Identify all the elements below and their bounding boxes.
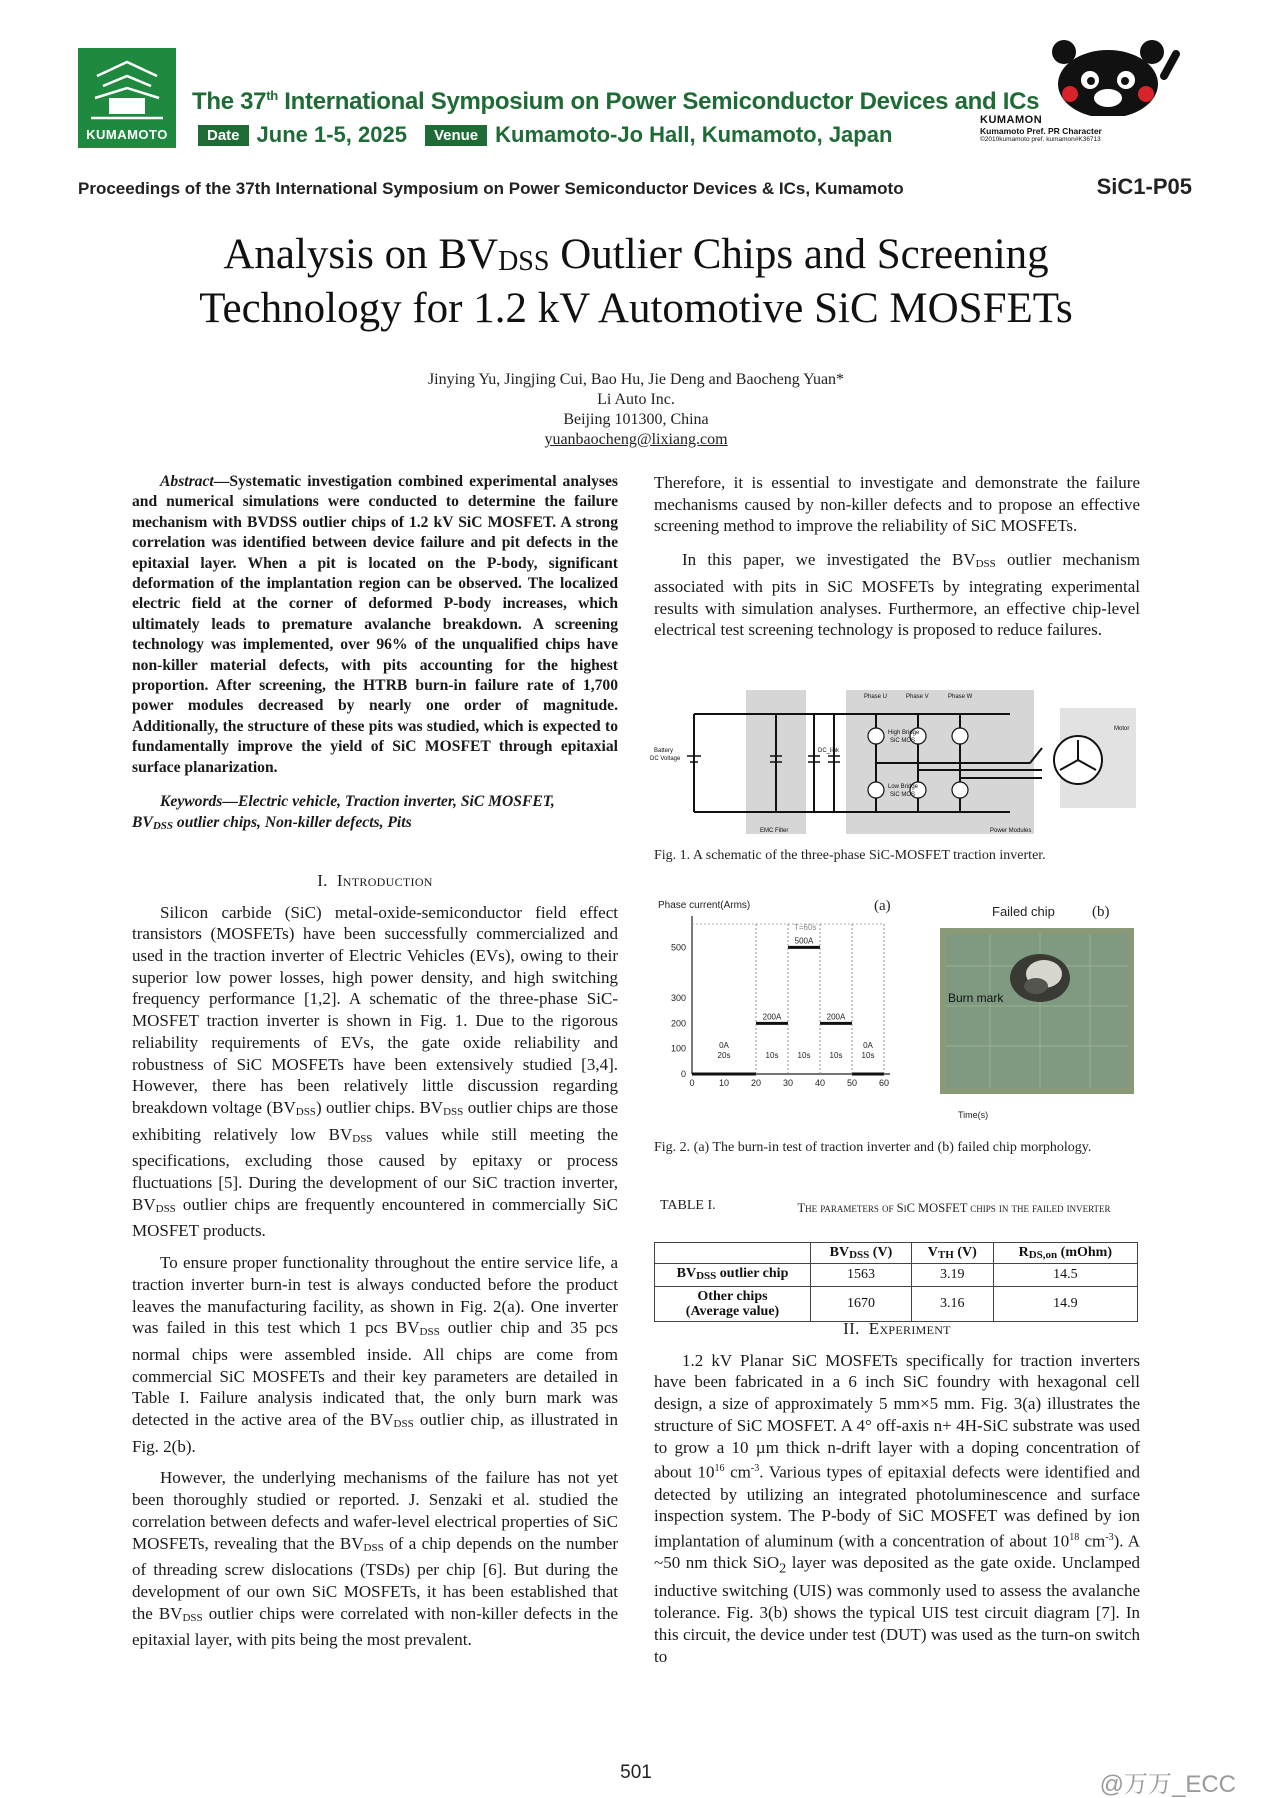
intro-paragraph-5: In this paper, we investigated the $BV_{DSS}$ outlier mechanism associated with pits in SiC MOSFETs by integrating experimental results with simulation analyses. Furthermore, an effective chip-level electrical test screening technology is proposed to reduce failures. xyxy=(654,550,1140,640)
figure-1-caption: Fig. 1. A schematic of the three-phase SiC-MOSFET traction inverter. xyxy=(654,848,1046,863)
proceedings-header: Proceedings of the 37th International Symposium on Power Semiconductor Devices & ICs, Kumamoto xyxy=(78,179,904,198)
section-heading-introduction: I. Introduction xyxy=(317,870,433,890)
paper-title-line-2: Technology for 1.2 kV Automotive SiC MOSFETs xyxy=(199,285,1073,332)
segment-duration-label: 10s xyxy=(829,1051,843,1060)
segment-current-label: 200A xyxy=(762,1012,782,1022)
y-tick-label: 0 xyxy=(680,1069,686,1079)
high-bridge-label: High Bridge xyxy=(888,730,920,736)
x-tick-label: 40 xyxy=(814,1078,826,1088)
date-venue-row xyxy=(198,122,892,148)
figure-2a-label: (a) xyxy=(874,898,891,914)
chart-ylabel: Phase current(Arms) xyxy=(658,900,751,911)
symposium-title: The 37th International Symposium on Power Semiconductor Devices and ICs xyxy=(192,88,1040,115)
table-header-row xyxy=(655,1243,1138,1264)
y-tick-label: 200 xyxy=(670,1018,686,1029)
intro-paragraph-2: To ensure proper functionality throughout the entire service life, a traction inverter burn-in test is always conducted before the product leaves the manufacturing facility, as shown in Fig. 2(a). One inverter was failed in this test which 1 pcs $BV_{DSS}$ outlier chip and 35 pcs normal chips were assembled inside. All chips are come from commercial SiC MOSFETs and their key parameters are detailed in Table I. Failure analysis indicated that, the only burn mark was detected in the active area of the $BV_{DSS}$ outlier chip, as illustrated in Fig. 2(b). xyxy=(132,1253,619,1456)
page-number: 501 xyxy=(620,1762,652,1783)
left-column xyxy=(132,472,618,1651)
motor-label: Motor xyxy=(1114,726,1130,732)
author-email[interactable]: yuanbaocheng@lixiang.com xyxy=(544,431,728,448)
col-rdson: $R_{DS,on}$ (mOhm) xyxy=(993,1243,1137,1264)
segment-duration-label: 10s xyxy=(765,1051,779,1060)
author-names: Jinying Yu, Jingjing Cui, Bao Hu, Jie Deng and Baocheng Yuan* xyxy=(427,371,845,388)
x-tick-label: 20 xyxy=(750,1078,762,1088)
chart-period-label: T=60s xyxy=(794,923,817,932)
table-number: TABLE I. xyxy=(660,1198,716,1213)
parameters-table xyxy=(654,1242,1138,1322)
phase-v-label: Phase V xyxy=(906,694,929,700)
intro-paragraph-4: Therefore, it is essential to investigate and demonstrate the failure mechanisms caused by non-killer defects and to propose an effective screening method to improve the reliability of SiC MOSFETs. xyxy=(654,473,1140,536)
right-column-top xyxy=(654,472,1140,641)
figure-2b-label: (b) xyxy=(1092,904,1110,920)
paper-title-line-1: Analysis on $BV_{DSS}$ Outlier Chips and Screening xyxy=(223,231,1049,278)
mascot-credit: KUMAMON Kumamoto Pref. PR Character ©2010kumamoto pref. kumamon#K36713 xyxy=(980,114,1102,143)
table-title: The parameters of SiC MOSFET chips in the failed inverter xyxy=(797,1201,1111,1215)
failed-chip-label: Failed chip xyxy=(992,904,1055,919)
battery-label: Battery xyxy=(654,748,674,754)
col-vth: $V_{TH}$ (V) xyxy=(911,1243,993,1264)
intro-paragraph-1: Silicon carbide (SiC) metal-oxide-semiconductor field effect transistors (MOSFETs) have been successfully commercialized and used in the traction inverter of Electric Vehicles (EVs), owing to their superior low power losses, high power density, and high switching frequency performance [1,2]. A schematic of the three-phase SiC-MOSFET traction inverter is shown in Fig. 1. Due to the rigorous reliability requirements of EVs, the gate oxide reliability and robustness of SiC MOSFETs have been extensively studied [3,4]. However, there has been relatively little discussion regarding breakdown voltage $(BV_{DSS})$ outlier chips. $BV_{DSS}$ outlier chips are those exhibiting relatively low $BV_{DSS}$ values while still meeting the specifications, excluding those caused by epitaxy or process fluctuations [5]. During the development of our SiC traction inverter, $BV_{DSS}$ outlier chips are frequently encountered in commercially SiC MOSFET products. xyxy=(132,902,618,1241)
chart-xlabel: Time(s) xyxy=(958,1110,989,1120)
segment-current-label: 0A xyxy=(719,1041,729,1050)
low-bridge-label: Low Bridge xyxy=(888,784,919,790)
date-label: Date xyxy=(198,125,249,146)
svg-text:DC Voltage: DC Voltage xyxy=(650,756,681,762)
figure-2b-failed-chip xyxy=(940,896,1150,1096)
col-bvdss: $BV_{DSS}$ (V) xyxy=(811,1243,912,1264)
table-row: Other chips (Average value) 1670 3.16 14.9 xyxy=(655,1287,1138,1322)
figure-1-inverter-schematic xyxy=(650,688,1138,838)
segment-current-label: 0A xyxy=(863,1041,873,1050)
kumamoto-logo xyxy=(78,48,176,148)
kumamon-mascot-icon xyxy=(1040,36,1180,116)
emc-filter-label: EMC Filter xyxy=(760,828,789,834)
x-tick-label: 0 xyxy=(689,1078,695,1088)
keywords: Keywords—Electric vehicle, Traction inverter, SiC MOSFET, $BV_{DSS}$ outlier chips, Non-killer defects, Pits xyxy=(132,793,555,832)
x-tick-label: 10 xyxy=(718,1078,730,1088)
logo-text: KUMAMOTO xyxy=(86,127,168,142)
x-tick-label: 60 xyxy=(878,1078,890,1088)
x-tick-label: 50 xyxy=(846,1078,858,1088)
x-tick-label: 30 xyxy=(782,1078,794,1088)
table-row: $BV_{DSS}$ outlier chip 1563 3.19 14.5 xyxy=(655,1264,1138,1287)
phase-w-label: Phase W xyxy=(948,694,973,700)
author-address: Beijing 101300, China xyxy=(563,411,709,428)
venue-value: Kumamoto-Jo Hall, Kumamoto, Japan xyxy=(495,122,893,147)
dc-link-label: DC_link xyxy=(818,748,840,754)
abstract: Abstract—Systematic investigation combined experimental analyses and numerical simulations were conducted to determine the failure mechanism with BVDSS outlier chips of 1.2 kV SiC MOSFET. A strong correlation was identified between device failure and pit defects in the epitaxial layer. When a pit is located on the P-body, significant deformation of the implantation region can be observed. The localized electric field at the corner of deformed P-body increases, which ultimately leads to premature avalanche breakdown. A screening technology was implemented, over 96% of the unqualified chips have non-killer material defects, with pits accounting for the highest proportion. After screening, the HTRB burn-in failure rate of 1,700 power modules decreased by nearly one order of magnitude. Additionally, the structure of these pits was studied, which is expected to fundamentally improve the yield of SiC MOSFET through epitaxial surface planarization. xyxy=(132,473,618,776)
y-tick-label: 300 xyxy=(670,993,686,1003)
svg-text:SiC MOS: SiC MOS xyxy=(890,792,916,798)
right-column-bottom xyxy=(654,1318,1140,1667)
experiment-paragraph-1: 1.2 kV Planar SiC MOSFETs specifically for traction inverters have been fabricated in a 6 inch SiC foundry with hexagonal cell design, a size of approximately 5 mm×5 mm. Fig. 3(a) illustrates the structure of SiC MOSFET. A 4° off-axis n+ 4H-SiC substrate was used to grow a 10 µm thick n-drift layer with a doping concentration of about $10^{16}$ $cm^{-3}$. Various types of epitaxial defects were identified and detected by utilizing an integrated photoluminescence and surface inspection system. The P-body of SiC MOSFET was defined by ion implantation of aluminum (with a concentration of about $10^{18}$ $cm^{-3}$). A ~50 nm thick SiO$_2$ layer was deposited as the gate oxide. Unclamped inductive switching (UIS) was commonly used to assess the avalanche tolerance. Fig. 3(b) shows the typical UIS test circuit diagram [7]. In this circuit, the device under test (DUT) was used as the turn-on switch to xyxy=(654,1350,1140,1666)
burn-mark-label: Burn mark xyxy=(948,991,1004,1005)
segment-duration-label: 20s xyxy=(717,1051,731,1060)
segment-current-label: 500A xyxy=(794,936,814,946)
watermark: @万万_ECC xyxy=(1099,1771,1236,1798)
intro-paragraph-3: However, the underlying mechanisms of the failure has not yet been thoroughly studied or reported. J. Senzaki et al. studied the correlation between defects and wafer-level electrical properties of SiC MOSFETs, revealing that the $BV_{DSS}$ of a chip depends on the number of threading screw dislocations (TSDs) per chip [6]. But during the development of our own SiC MOSFETs, it has been established that the $BV_{DSS}$ outlier chips were correlated with non-killer defects in the epitaxial layer, with pits being the most prevalent. xyxy=(132,1468,618,1650)
power-modules-label: Power Modules xyxy=(990,828,1032,834)
segment-duration-label: 10s xyxy=(861,1051,875,1060)
paper-id: SiC1-P05 xyxy=(1096,174,1192,199)
svg-text:SiC MOS: SiC MOS xyxy=(890,738,916,744)
figure-2-caption: Fig. 2. (a) The burn-in test of traction inverter and (b) failed chip morphology. xyxy=(654,1140,1092,1155)
section-heading-experiment: II. Experiment xyxy=(843,1319,951,1338)
castle-icon xyxy=(87,54,167,122)
segment-duration-label: 10s xyxy=(797,1051,811,1060)
y-tick-label: 500 xyxy=(670,942,686,953)
date-value: June 1-5, 2025 xyxy=(256,122,407,147)
phase-u-label: Phase U xyxy=(864,694,888,700)
segment-current-label: 200A xyxy=(826,1012,846,1022)
author-affiliation: Li Auto Inc. xyxy=(597,391,675,408)
y-tick-label: 100 xyxy=(670,1043,686,1054)
venue-label: Venue xyxy=(425,125,487,146)
